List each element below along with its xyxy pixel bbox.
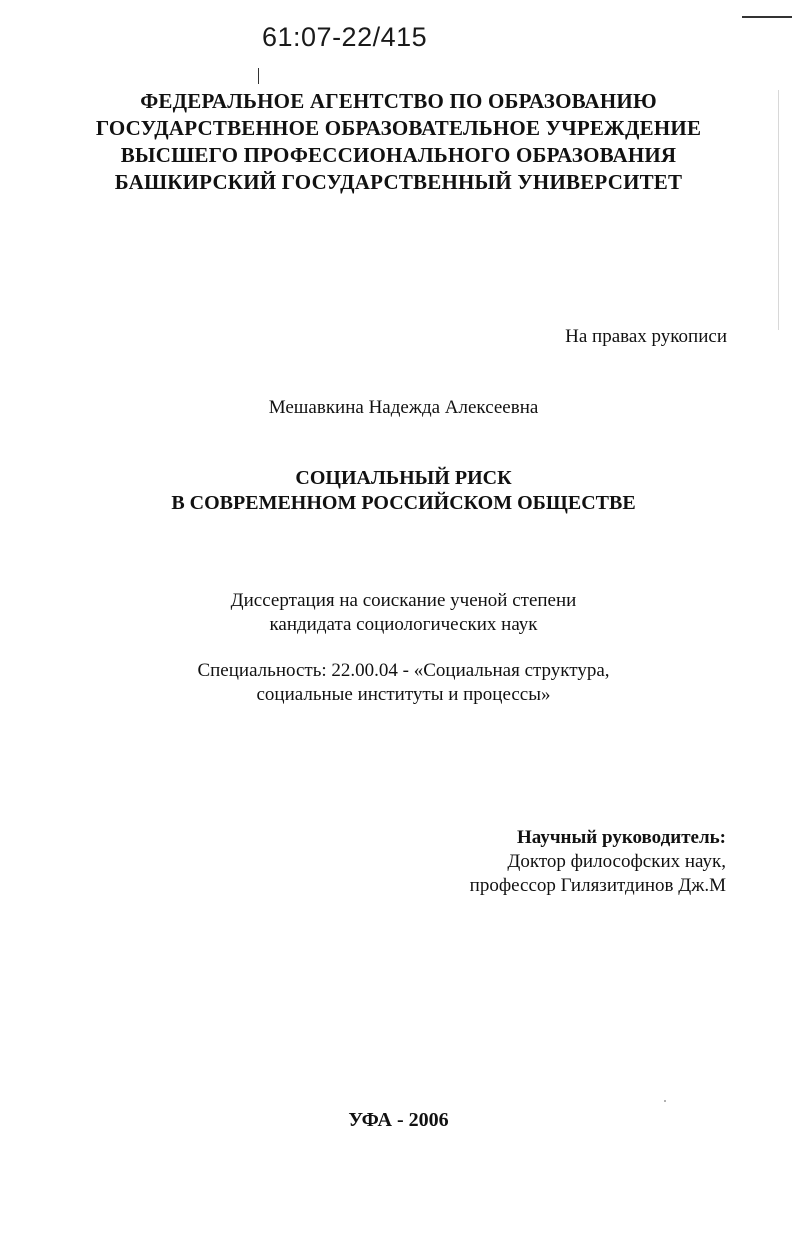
specialty-statement: [0, 659, 797, 707]
title-line-1: СОЦИАЛЬНЫЙ РИСК: [295, 467, 512, 489]
dissertation-title: [0, 466, 797, 516]
specialty-line-2: социальные институты и процессы»: [256, 684, 551, 705]
degree-line-2: кандидата социологических наук: [269, 614, 538, 635]
degree-line-1: Диссертация на соискание ученой степени: [230, 590, 577, 611]
institution-line-state-institution: ГОСУДАРСТВЕННОЕ ОБРАЗОВАТЕЛЬНОЕ УЧРЕЖДЕНИЕ: [95, 116, 702, 140]
pen-tick-mark: [258, 68, 259, 84]
institution-line-higher-education: ВЫСШЕГО ПРОФЕССИОНАЛЬНОГО ОБРАЗОВАНИЯ: [120, 143, 677, 167]
scan-edge-line: [778, 90, 779, 330]
author-name: Мешавкина Надежда Алексеевна: [268, 397, 539, 418]
library-stamp-code: 61:07-22/415: [262, 22, 428, 52]
title-line-2: В СОВРЕМЕННОМ РОССИЙСКОМ ОБЩЕСТВЕ: [171, 492, 636, 514]
institution-line-agency: ФЕДЕРАЛЬНОЕ АГЕНТСТВО ПО ОБРАЗОВАНИЮ: [140, 89, 657, 113]
institution-header: [60, 88, 737, 196]
supervisor-heading: Научный руководитель:: [517, 827, 726, 848]
specialty-line-1: Специальность: 22.00.04 - «Социальная структура,: [197, 660, 610, 681]
scan-speck: [664, 1100, 666, 1102]
supervisor-degree: Доктор философских наук,: [507, 851, 726, 872]
supervisor-block: [470, 826, 726, 898]
degree-statement: [0, 589, 797, 637]
corner-scan-mark: [742, 16, 792, 18]
manuscript-rights-note: На правах рукописи: [565, 326, 727, 347]
institution-line-university: БАШКИРСКИЙ ГОСУДАРСТВЕННЫЙ УНИВЕРСИТЕТ: [114, 170, 683, 194]
city-and-year: УФА - 2006: [348, 1109, 449, 1131]
supervisor-name: профессор Гилязитдинов Дж.М: [469, 875, 726, 896]
